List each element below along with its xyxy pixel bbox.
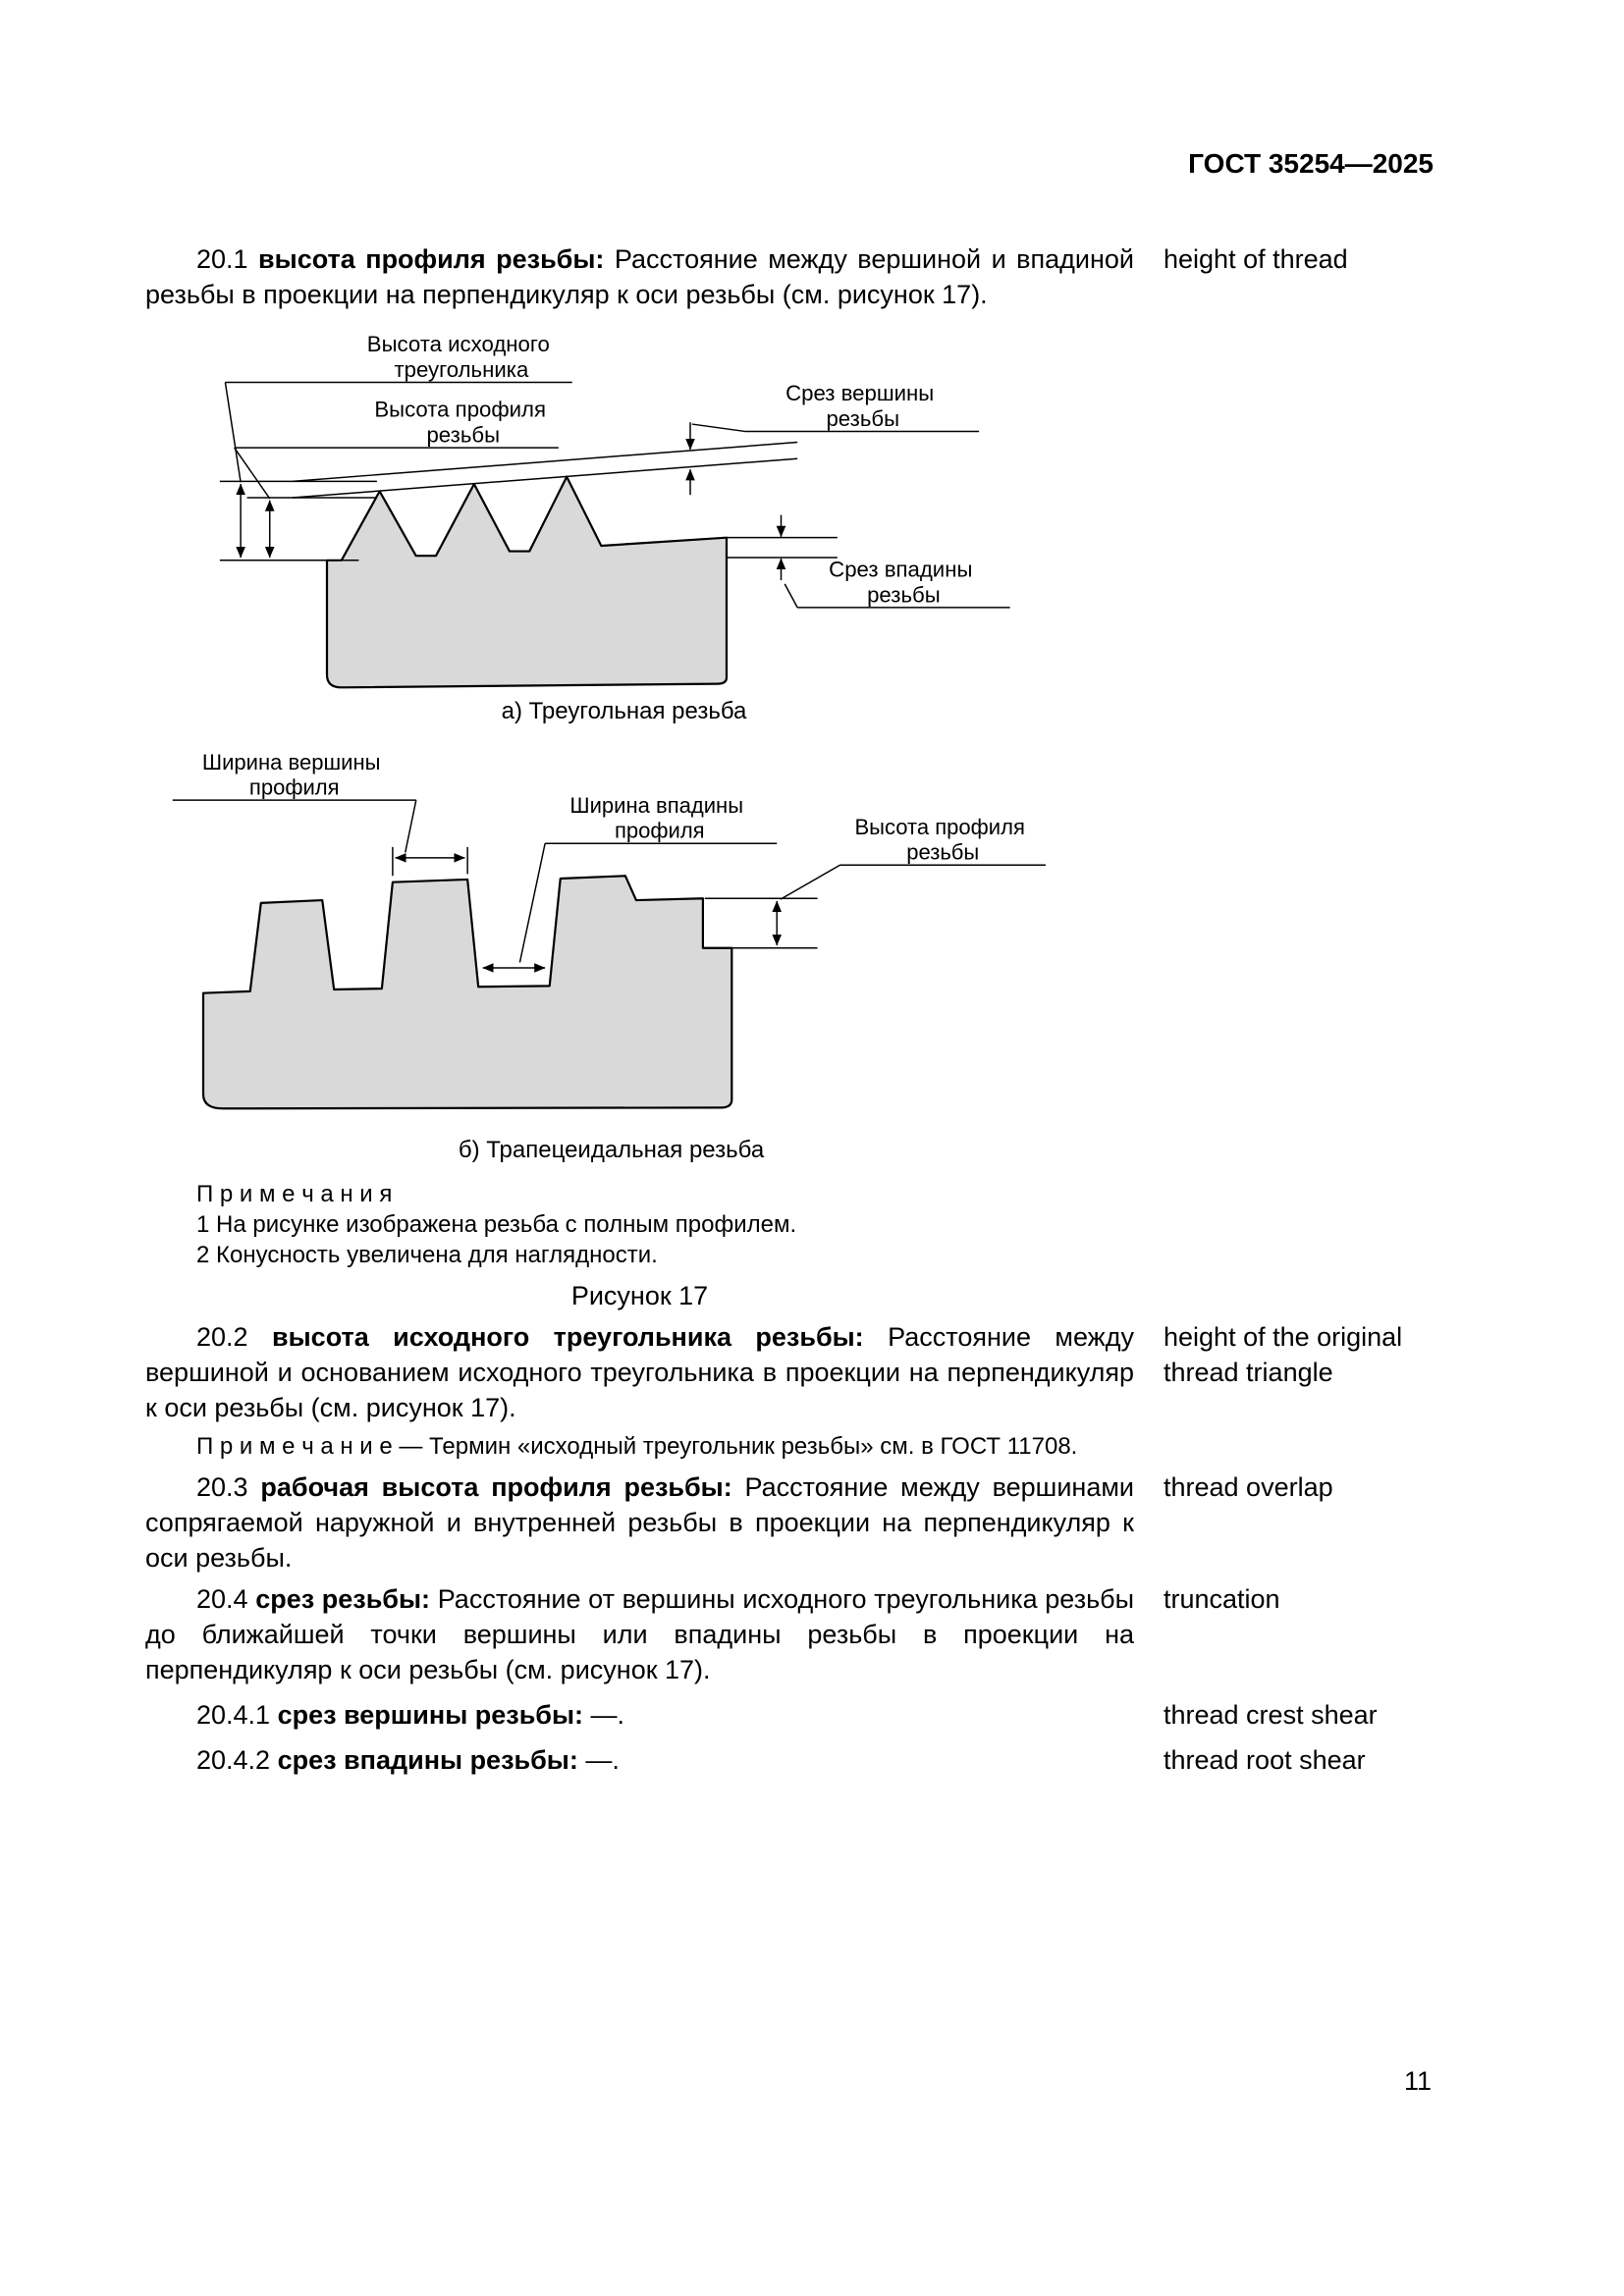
figure-17a-caption: а) Треугольная резьба bbox=[501, 698, 747, 724]
term-20-3 bbox=[145, 1469, 1434, 1575]
page-content bbox=[145, 147, 1434, 1778]
term-20-2 bbox=[145, 1319, 1434, 1425]
term-20-2-text bbox=[145, 1319, 1134, 1425]
term-name: срез впадины резьбы: bbox=[277, 1745, 578, 1775]
term-20-2-note: П р и м е ч а н и е — Термин «исходный треугольник резьбы» см. в ГОСТ 11708. bbox=[196, 1433, 1078, 1460]
figure-17b-drawing bbox=[145, 746, 1048, 1134]
term-20-4 bbox=[145, 1581, 1434, 1687]
term-definition: Расстояние между вершиной и впадиной резьбы в проекции на перпендикуляр к оси резьбы (см. рисунок 17). bbox=[145, 244, 1134, 309]
label-crest-width: Ширина вершины профиля bbox=[201, 749, 381, 800]
term-20-4-1 bbox=[145, 1697, 1434, 1733]
figure-17-caption: Рисунок 17 bbox=[570, 1281, 709, 1310]
term-number: 20.2 bbox=[196, 1322, 248, 1352]
figure-17b-caption: б) Трапецеидальная резьба bbox=[458, 1137, 765, 1163]
term-20-4-english: truncation bbox=[1164, 1584, 1280, 1614]
term-name: рабочая высота профиля резьбы: bbox=[260, 1472, 732, 1502]
label-original-triangle-height: Высота исходного треугольника bbox=[366, 332, 550, 382]
term-20-4-2 bbox=[145, 1742, 1434, 1778]
term-20-1-text bbox=[145, 241, 1134, 312]
term-name: срез вершины резьбы: bbox=[277, 1700, 584, 1730]
term-definition: Расстояние между вершиной и основанием исходного треугольника в проекции на перпендикуляр к оси резьбы (см. рисунок 17). bbox=[145, 1322, 1134, 1422]
term-20-4-2-english: thread root shear bbox=[1164, 1745, 1366, 1775]
term-definition: Расстояние между вершинами сопрягаемой наружной и внутренней резьбы в проекции на перпендикуляр к оси резьбы. bbox=[145, 1472, 1134, 1573]
doc-number: ГОСТ 35254—2025 bbox=[1188, 148, 1434, 179]
figure-note-2: 2 Конусность увеличена для наглядности. bbox=[196, 1242, 658, 1268]
term-number: 20.4.2 bbox=[196, 1745, 271, 1775]
term-20-1-english: height of thread bbox=[1164, 244, 1348, 274]
term-name: высота исходного треугольника резьбы: bbox=[272, 1322, 864, 1352]
term-20-4-1-text bbox=[145, 1697, 1134, 1733]
term-20-4-text bbox=[145, 1581, 1134, 1687]
construction-lines-a bbox=[220, 443, 838, 561]
figure-17a-drawing bbox=[145, 328, 1054, 691]
term-definition: —. bbox=[585, 1745, 620, 1775]
trapezoidal-thread-shape bbox=[203, 876, 731, 1108]
term-definition: —. bbox=[590, 1700, 625, 1730]
term-20-3-english: thread overlap bbox=[1164, 1472, 1333, 1502]
term-name: высота профиля резьбы: bbox=[258, 244, 605, 274]
term-20-2-english: height of the original thread triangle bbox=[1164, 1322, 1403, 1387]
triangular-thread-shape bbox=[327, 477, 727, 688]
label-crest-shear: Срез вершины резьбы bbox=[785, 381, 935, 431]
figure-notes-title: П р и м е ч а н и я bbox=[196, 1181, 393, 1207]
term-name: срез резьбы: bbox=[255, 1584, 431, 1614]
term-number: 20.1 bbox=[196, 244, 248, 274]
term-number: 20.4.1 bbox=[196, 1700, 271, 1730]
figure-note-1: 1 На рисунке изображена резьба с полным профилем. bbox=[196, 1211, 797, 1238]
term-20-3-text bbox=[145, 1469, 1134, 1575]
label-profile-height-a: Высота профиля резьбы bbox=[374, 397, 546, 448]
term-20-1 bbox=[145, 241, 1434, 312]
term-20-4-1-english: thread crest shear bbox=[1164, 1700, 1378, 1730]
label-root-shear: Срез впадины резьбы bbox=[829, 557, 973, 608]
label-profile-height-b: Высота профиля резьбы bbox=[854, 815, 1025, 865]
term-number: 20.4 bbox=[196, 1584, 248, 1614]
figure-notes bbox=[196, 1179, 1434, 1270]
term-definition: Расстояние от вершины исходного треугольника резьбы до ближайшей точки вершины или впадины резьбы в проекции на перпендикуляр к оси резьбы (см. рисунок 17). bbox=[145, 1584, 1135, 1684]
label-root-width: Ширина впадины профиля bbox=[569, 792, 744, 843]
term-20-4-2-text bbox=[145, 1742, 1134, 1778]
page-number: 11 bbox=[1403, 2066, 1432, 2096]
term-number: 20.3 bbox=[196, 1472, 248, 1502]
